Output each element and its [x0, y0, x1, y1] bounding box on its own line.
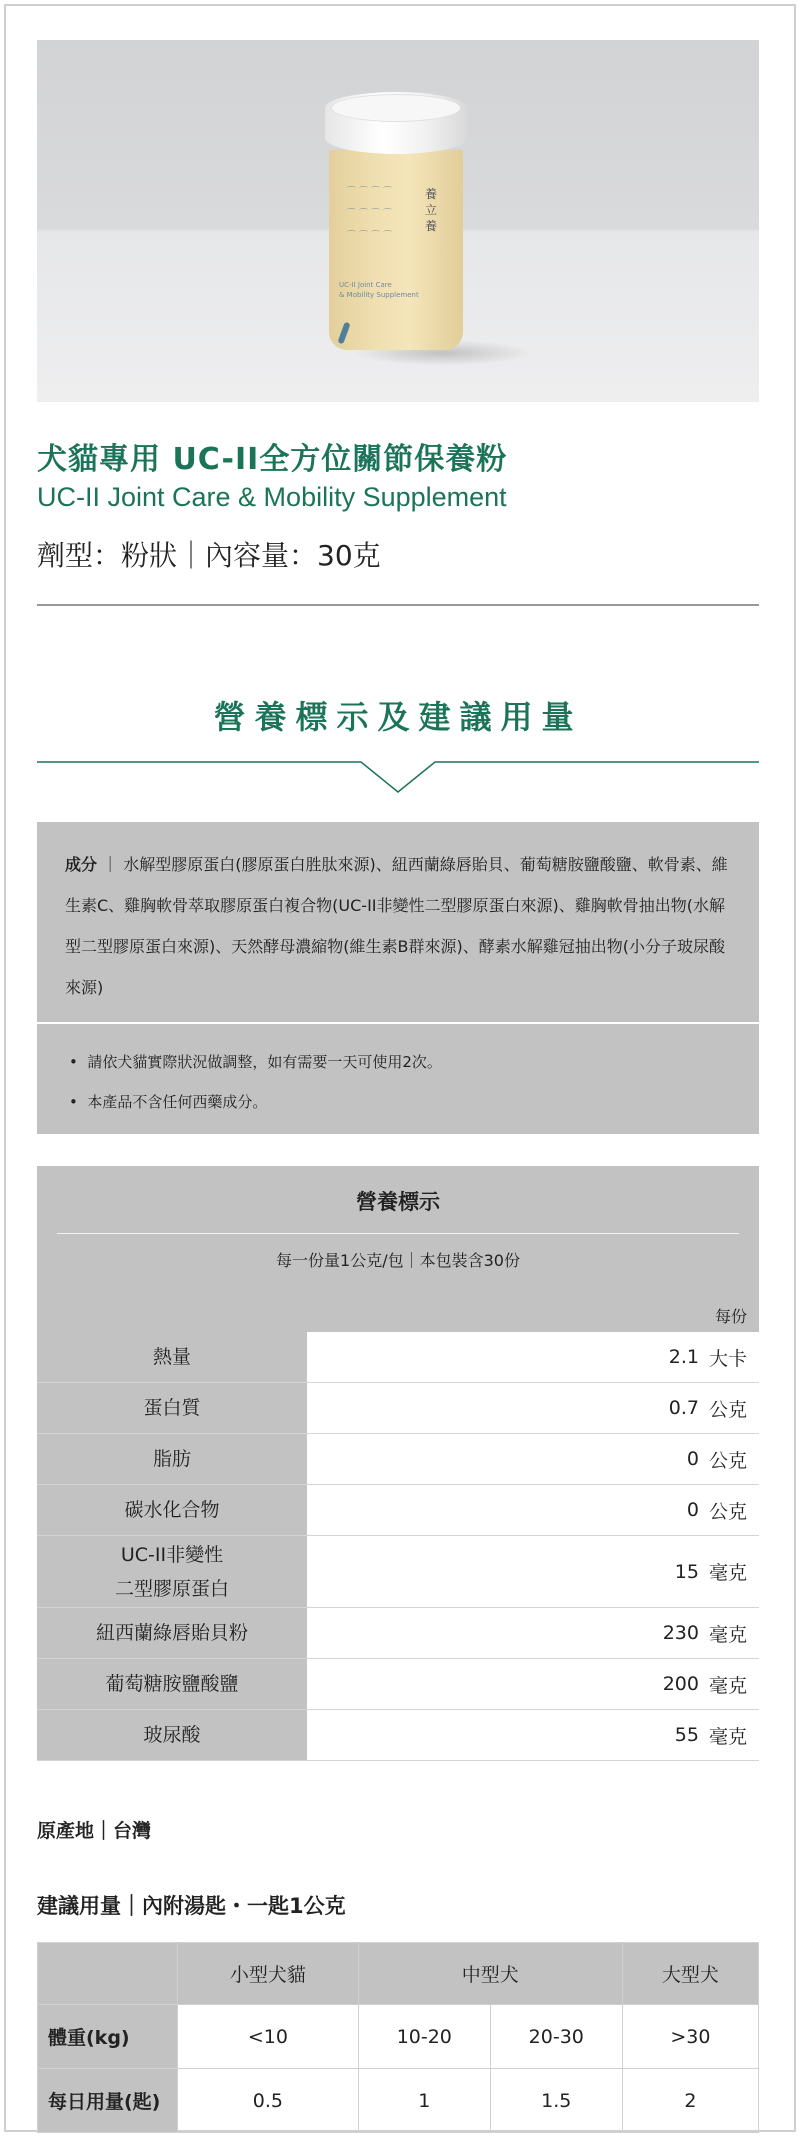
- nutrition-row: [37, 1332, 759, 1383]
- jar-small-text: [339, 280, 419, 300]
- nutrient-amount: [307, 1659, 759, 1709]
- dosage-cell: 1: [358, 2069, 490, 2133]
- nutrient-value: 200: [662, 1673, 699, 1695]
- dosage-cell: <10: [178, 2005, 359, 2069]
- nutrition-row: [37, 1383, 759, 1434]
- nutrient-unit: 毫克: [708, 1623, 747, 1646]
- dosage-cell: 2: [622, 2069, 758, 2133]
- dosage-cell: 1.5: [490, 2069, 622, 2133]
- dosage-corner: [38, 1943, 178, 2005]
- dosage-table: [37, 1942, 759, 2133]
- origin: 原產地｜台灣: [37, 1820, 152, 1842]
- nutrient-unit: 毫克: [708, 1674, 747, 1697]
- nutrient-name: 碳水化合物: [37, 1485, 307, 1535]
- nutrient-value: 0: [686, 1499, 699, 1521]
- product-jar: [325, 92, 467, 354]
- jar-pattern: ⌒⌒⌒⌒: [347, 231, 396, 241]
- dosage-cell: >30: [622, 2005, 758, 2069]
- leaf-icon: [337, 322, 350, 345]
- nutrition-row: [37, 1434, 759, 1485]
- dosage-group: 大型犬: [622, 1943, 758, 2005]
- nutrition-row: [37, 1710, 759, 1761]
- divider: [37, 604, 759, 606]
- dosage-row-label: 體重(kg): [38, 2005, 178, 2069]
- dosage-group: 小型犬貓: [178, 1943, 359, 2005]
- product-photo: [37, 40, 759, 402]
- dosage-cell: 20-30: [490, 2005, 622, 2069]
- nutrition-per-label: 每份: [714, 1307, 747, 1326]
- dosage-amount-row: [38, 2069, 759, 2133]
- ingredients-separator: ｜: [97, 855, 124, 874]
- divider: [57, 1233, 739, 1234]
- jar-label: [329, 150, 463, 350]
- note-item: • 本產品不含任何西藥成分。: [69, 1093, 268, 1111]
- nutrient-name: 葡萄糖胺鹽酸鹽: [37, 1659, 307, 1709]
- nutrient-amount: [307, 1332, 759, 1382]
- nutrient-amount: [307, 1710, 759, 1760]
- nutrition-row: [37, 1659, 759, 1710]
- nutrition-row: [37, 1536, 759, 1608]
- nutrition-title: 營養標示: [356, 1190, 440, 1214]
- nutrient-amount: [307, 1485, 759, 1535]
- nutrient-name: 蛋白質: [37, 1383, 307, 1433]
- nutrient-value: 0.7: [668, 1397, 699, 1419]
- nutrient-unit: 公克: [708, 1398, 747, 1421]
- nutrient-value: 0: [686, 1448, 699, 1470]
- dosage-weight-row: [38, 2005, 759, 2069]
- nutrient-value: 230: [662, 1622, 699, 1644]
- nutrient-amount: [307, 1536, 759, 1607]
- jar-pattern: ⌒⌒⌒⌒: [347, 187, 396, 197]
- nutrient-unit: 毫克: [708, 1725, 747, 1748]
- jar-brand-mark: 養立養: [425, 187, 438, 233]
- ingredients-panel: [37, 822, 759, 1022]
- nutrient-name: 脂肪: [37, 1434, 307, 1484]
- nutrition-table: [37, 1166, 759, 1761]
- product-spec: 劑型：粉狀｜內容量：30克: [37, 539, 381, 572]
- dosage-group: 中型犬: [358, 1943, 622, 2005]
- dosage-header-row: [38, 1943, 759, 2005]
- nutrition-row: [37, 1608, 759, 1659]
- chevron-divider: [37, 760, 759, 794]
- jar-line: & Mobility Supplement: [339, 291, 419, 299]
- nutrient-amount: [307, 1608, 759, 1658]
- note-item: • 請依犬貓實際狀況做調整，如有需要一天可使用2次。: [69, 1053, 442, 1071]
- nutrition-serving: 每一份量1公克/包｜本包裝含30份: [276, 1251, 520, 1270]
- jar-pattern: ⌒⌒⌒⌒: [347, 209, 396, 219]
- note-text: 本產品不含任何西藥成分。: [87, 1093, 268, 1111]
- nutrient-name: 紐西蘭綠唇貽貝粉: [37, 1608, 307, 1658]
- jar-lid-top: [331, 94, 461, 122]
- nutrient-value: 55: [674, 1724, 699, 1746]
- nutrient-value: 2.1: [668, 1346, 699, 1368]
- nutrition-header: [37, 1166, 759, 1332]
- nutrient-name: UC-II非變性 二型膠原蛋白: [37, 1536, 307, 1607]
- dosage-row-label: 每日用量(匙): [38, 2069, 178, 2133]
- nutrition-row: [37, 1485, 759, 1536]
- nutrition-rows: [37, 1332, 759, 1761]
- product-title: 犬貓專用 UC-II全方位關節保養粉: [37, 442, 508, 477]
- notes-panel: [37, 1024, 759, 1134]
- nutrient-unit: 大卡: [708, 1347, 747, 1370]
- nutrient-unit: 公克: [708, 1449, 747, 1472]
- product-subtitle: UC-II Joint Care & Mobility Supplement: [37, 482, 507, 512]
- nutrient-amount: [307, 1434, 759, 1484]
- nutrient-name: 熱量: [37, 1332, 307, 1382]
- nutrient-unit: 毫克: [708, 1562, 747, 1584]
- dosage-title: 建議用量｜內附湯匙・一匙1公克: [37, 1894, 346, 1918]
- jar-line: UC-II Joint Care: [339, 281, 392, 289]
- dosage-cell: 0.5: [178, 2069, 359, 2133]
- ingredients-text: 水解型膠原蛋白(膠原蛋白胜肽來源)、紐西蘭綠唇貽貝、葡萄糖胺鹽酸鹽、軟骨素、維生素C、雞胸軟骨萃取膠原蛋白複合物(UC-II非變性二型膠原蛋白來源)、雞胸軟骨抽出物(水解型二型膠原蛋白來源)、天然酵母濃縮物(維生素B群來源)、酵素水解雞冠抽出物(小分子玻尿酸來源): [65, 855, 728, 997]
- section-title: 營養標示及建議用量: [213, 698, 583, 736]
- dosage-cell: 10-20: [358, 2005, 490, 2069]
- note-text: 請依犬貓實際狀況做調整，如有需要一天可使用2次。: [87, 1053, 442, 1071]
- nutrient-unit: 公克: [708, 1500, 747, 1523]
- nutrient-amount: [307, 1383, 759, 1433]
- nutrient-value: 15: [674, 1560, 699, 1583]
- product-page: [37, 40, 759, 2113]
- nutrient-name: 玻尿酸: [37, 1710, 307, 1760]
- ingredients-label: 成分: [65, 855, 98, 874]
